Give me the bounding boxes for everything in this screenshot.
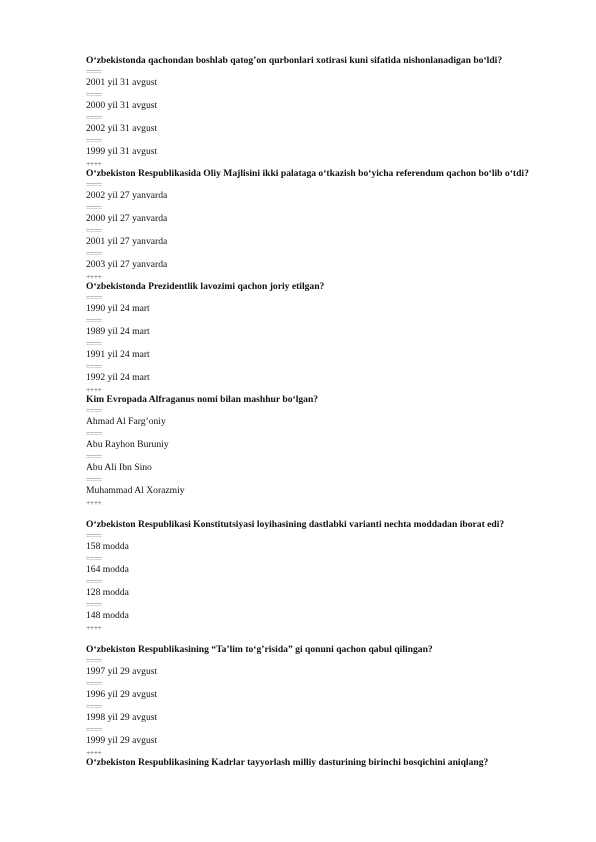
- answer-option: 2000 yil 27 yanvarda: [86, 213, 168, 224]
- answer-option: 1999 yil 31 avgust: [86, 146, 158, 157]
- end-marker: ++++: [86, 272, 102, 281]
- option-separator: ====: [86, 679, 102, 688]
- answer-option: 164 modda: [86, 564, 129, 575]
- option-separator: ====: [86, 429, 102, 438]
- answer-option: Muhammad Al Xorazmiy: [86, 485, 185, 496]
- answer-option: 1992 yil 24 mart: [86, 372, 150, 383]
- answer-option: 2001 yil 27 yanvarda: [86, 236, 168, 247]
- option-separator: ====: [86, 226, 102, 235]
- option-separator: ====: [86, 339, 102, 348]
- end-marker: ++++: [86, 498, 102, 507]
- option-separator: ====: [86, 577, 102, 586]
- question-text: O‘zbekiston Respublikasida Oliy Majlisini ikki palataga o‘tkazish bo‘yicha referendum qachon bo‘lib o‘tdi?: [86, 168, 529, 179]
- answer-option: 2002 yil 31 avgust: [86, 123, 158, 134]
- answer-option: 1999 yil 29 avgust: [86, 735, 158, 746]
- spacer: [86, 632, 556, 644]
- option-separator: ====: [86, 67, 102, 76]
- question-block: [86, 168, 556, 281]
- question-text: O‘zbekiston Respublikasi Konstitutsiyasi loyihasining dastlabki varianti nechta moddadan iborat edi?: [86, 519, 505, 530]
- end-marker: ++++: [86, 623, 102, 632]
- answer-option: 2002 yil 27 yanvarda: [86, 190, 168, 201]
- answer-option: 1991 yil 24 mart: [86, 349, 150, 360]
- option-separator: ====: [86, 180, 102, 189]
- answer-option: 1996 yil 29 avgust: [86, 689, 158, 700]
- answer-option: 1998 yil 29 avgust: [86, 712, 158, 723]
- answer-option: 158 modda: [86, 541, 129, 552]
- option-separator: ====: [86, 452, 102, 461]
- question-text: O‘zbekistonda Prezidentlik lavozimi qachon joriy etilgan?: [86, 281, 325, 292]
- option-separator: ====: [86, 136, 102, 145]
- option-separator: ====: [86, 702, 102, 711]
- end-marker: ++++: [86, 385, 102, 394]
- option-separator: ====: [86, 203, 102, 212]
- option-separator: ====: [86, 656, 102, 665]
- spacer: [86, 507, 556, 519]
- answer-option: 1990 yil 24 mart: [86, 303, 150, 314]
- question-block: [86, 519, 556, 632]
- answer-option: 1989 yil 24 mart: [86, 326, 150, 337]
- option-separator: ====: [86, 554, 102, 563]
- answer-option: Abu Rayhon Buruniy: [86, 439, 169, 450]
- option-separator: ====: [86, 249, 102, 258]
- answer-option: 2001 yil 31 avgust: [86, 77, 158, 88]
- option-separator: ====: [86, 90, 102, 99]
- end-marker: ++++: [86, 159, 102, 168]
- question-text: O‘zbekistonda qachondan boshlab qatog’on qurbonlari xotirasi kuni sifatida nishonlanadigan bo‘ldi?: [86, 55, 503, 66]
- option-separator: ====: [86, 316, 102, 325]
- question-block: [86, 757, 556, 769]
- question-block: [86, 394, 556, 507]
- question-block: [86, 644, 556, 757]
- answer-option: 148 modda: [86, 610, 129, 621]
- question-block: [86, 281, 556, 394]
- end-marker: ++++: [86, 748, 102, 757]
- question-text: O‘zbekiston Respublikasining “Ta’lim to‘g’risida” gi qonuni qachon qabul qilingan?: [86, 644, 433, 655]
- option-separator: ====: [86, 725, 102, 734]
- question-text: O‘zbekiston Respublikasining Kadrlar tayyorlash milliy dasturining birinchi bosqichini aniqlang?: [86, 757, 489, 768]
- option-separator: ====: [86, 600, 102, 609]
- answer-option: 1997 yil 29 avgust: [86, 666, 158, 677]
- option-separator: ====: [86, 293, 102, 302]
- question-text: Kim Evropada Alfraganus nomi bilan mashhur bo‘lgan?: [86, 394, 319, 405]
- answer-option: 2000 yil 31 avgust: [86, 100, 158, 111]
- option-separator: ====: [86, 113, 102, 122]
- answer-option: 2003 yil 27 yanvarda: [86, 259, 168, 270]
- option-separator: ====: [86, 475, 102, 484]
- option-separator: ====: [86, 362, 102, 371]
- answer-option: Ahmad Al Farg’oniy: [86, 416, 166, 427]
- option-separator: ====: [86, 531, 102, 540]
- answer-option: Abu Ali Ibn Sino: [86, 462, 152, 473]
- answer-option: 128 modda: [86, 587, 129, 598]
- question-block: [86, 55, 556, 168]
- option-separator: ====: [86, 406, 102, 415]
